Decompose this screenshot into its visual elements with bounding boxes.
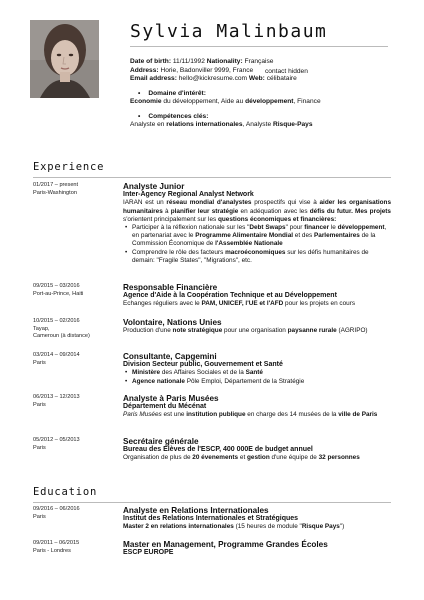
entry-content: [123, 506, 391, 532]
entry-title: Master en Management, Programme Grandes Écoles: [123, 540, 328, 549]
entry-organization: Agence d'Aide à la Coopération Technique et au Développement: [123, 292, 337, 300]
bullet-part: " pour: [285, 224, 305, 232]
interest-part: Economie: [130, 98, 162, 106]
entry-organization: Bureau des Élèves de l'ESCP, 400 000E de budget annuel: [123, 446, 313, 454]
desc-part: pour les projets en cours: [283, 300, 356, 308]
entry-title: Secrétaire générale: [123, 437, 199, 446]
entry-title: Responsable Financière: [123, 283, 218, 292]
skills-part: Risque-Pays: [272, 121, 313, 129]
entry-meta: [33, 352, 123, 386]
desc-part: en charge des 14 musées de la: [245, 411, 339, 419]
entry-dates: 01/2017 – present: [33, 182, 79, 188]
education-entry: [33, 540, 391, 557]
education-heading: Education: [33, 486, 98, 498]
entry-title: Analyste à Paris Musées: [123, 394, 219, 403]
interest-part: développement: [245, 98, 294, 106]
desc-part: questions économiques et financières:: [218, 215, 337, 223]
desc-part: (AGRIPO): [336, 327, 368, 335]
bullet-part: Participer à la réflexion nationale sur les ": [132, 224, 250, 232]
experience-entry: [33, 394, 391, 420]
entry-organization: Inter-Agency Regional Analyst Network: [123, 191, 254, 199]
desc-part: gestion: [247, 454, 270, 462]
education-entry: [33, 506, 391, 532]
experience-heading: Experience: [33, 161, 105, 173]
interest-part: du développement, Aide au: [161, 98, 246, 106]
skills-part: , Analyste: [242, 121, 273, 129]
entry-dates: 03/2014 – 09/2014: [33, 352, 80, 358]
bullet-item: [123, 369, 391, 377]
address-label: Address:: [130, 66, 159, 74]
bullet-part: l'Assemblée Nationale: [215, 240, 283, 248]
desc-part: IARAN est un: [123, 199, 167, 207]
bullet-part: macroéconomiques: [225, 248, 286, 256]
desc-part: prospectifs qui vise à: [251, 199, 320, 207]
info-line-1: [130, 58, 400, 67]
bullet-icon: •: [138, 112, 141, 120]
desc-part: 20 évenements: [192, 454, 239, 462]
skills-heading: [138, 113, 400, 122]
desc-part: Organisation de plus de: [123, 454, 193, 462]
desc-part: Master 2 en relations internationales: [123, 523, 234, 531]
desc-part: Paris Musées: [123, 411, 162, 419]
bullet-part: Agence nationale: [132, 377, 185, 385]
entry-dates: 09/2015 – 03/2016: [33, 283, 80, 289]
bullet-part: Debt Swaps: [249, 224, 286, 232]
skills-part: relations internationales: [166, 121, 243, 129]
entry-place-detail: Cameroun (à distance): [33, 333, 90, 340]
interest-heading: [138, 90, 400, 99]
bullet-part: Pôle Emploi, Département de la Stratégie: [184, 377, 305, 385]
desc-part: Production d'une: [123, 327, 173, 335]
desc-part: paysanne rurale: [287, 327, 337, 335]
desc-part: note stratégique: [172, 327, 223, 335]
bullet-part: le: [329, 224, 338, 232]
desc-part: institution publique: [186, 411, 246, 419]
entry-content: [123, 318, 391, 341]
desc-part: "): [339, 523, 345, 531]
web-value: célibataire: [266, 75, 297, 83]
entry-place: Paris: [33, 359, 46, 366]
interest-part: , Finance: [293, 98, 321, 106]
entry-dates: 05/2012 – 05/2013: [33, 437, 80, 443]
entry-description: [123, 300, 391, 308]
entry-place: Port-au-Prince, Haiti: [33, 290, 84, 297]
experience-divider: [33, 177, 391, 178]
bullet-part: développement: [337, 224, 385, 232]
entry-content: [123, 437, 391, 463]
experience-entry: [33, 283, 391, 309]
interest-label: Domaine d'intérêt:: [148, 89, 206, 97]
web-label: Web:: [248, 75, 265, 83]
experience-entry: [33, 318, 391, 341]
entry-place: Paris: [33, 513, 46, 520]
entry-organization: Division Secteur public, Gouvernement et Santé: [123, 361, 283, 369]
profile-photo: [30, 20, 99, 98]
entry-content: [123, 540, 391, 557]
bullet-part: Programme Alimentaire Mondial: [195, 232, 294, 240]
bullet-part: financer: [304, 224, 330, 232]
entry-meta: [33, 437, 123, 463]
dob-value: 11/11/1992: [172, 58, 205, 65]
entry-organization: ESCP EUROPE: [123, 549, 174, 557]
email-value[interactable]: hello@kickresume.com: [178, 75, 248, 83]
entry-content: [123, 182, 391, 265]
experience-entry: [33, 182, 391, 265]
bullet-part: , en partenariat avec le: [132, 224, 387, 240]
bullet-part: Comprendre le rôle des facteurs: [132, 248, 226, 256]
interest-value: [130, 98, 400, 107]
experience-entry: [33, 352, 391, 386]
skills-label: Compétences clés:: [148, 112, 209, 120]
info-line-3: [130, 75, 400, 84]
nationality-label: Nationality:: [206, 58, 243, 65]
skills-value: [130, 121, 400, 130]
bullet-part: Santé: [245, 369, 263, 377]
bullet-part: sur les défis humanitaires de demain: "Fragile States", "Migrations", etc.: [132, 248, 369, 264]
entry-content: [123, 352, 391, 386]
contact-hidden-note: contact hidden: [265, 68, 308, 75]
bullet-part: et des: [293, 232, 314, 240]
desc-part: Echanges réguliers avec le: [123, 300, 202, 308]
bullet-item: [123, 378, 391, 386]
entry-place: Paris: [33, 444, 46, 451]
entry-place: Paris-Washington: [33, 189, 77, 196]
entry-content: [123, 283, 391, 309]
desc-part: ville de Paris: [338, 411, 378, 419]
entry-meta: [33, 394, 123, 420]
entry-bullets: [123, 224, 391, 265]
education-divider: [33, 502, 391, 503]
desc-part: PAM, UNICEF, l'UE et l'AFD: [201, 300, 284, 308]
entry-meta: [33, 506, 123, 532]
entry-meta: [33, 283, 123, 309]
skills-part: Analyste en: [130, 121, 167, 129]
entry-organization: Département du Mécénat: [123, 403, 207, 411]
entry-title: Consultante, Capgemini: [123, 352, 217, 361]
bullet-part: Ministère: [132, 369, 161, 377]
candidate-name: Sylvia Malinbaum: [130, 21, 328, 42]
bullet-item: [123, 249, 391, 265]
entry-dates: 06/2013 – 12/2013: [33, 394, 80, 400]
desc-part: (15 heures de module ": [233, 523, 302, 531]
desc-part: planifier leur stratégie: [170, 207, 239, 215]
entry-description: [123, 523, 391, 531]
entry-title: Analyste Junior: [123, 182, 185, 191]
entry-dates: 10/2015 – 02/2016: [33, 318, 80, 324]
dob-label: Date of birth:: [130, 58, 172, 65]
bullet-part: des Affaires Sociales et de la: [160, 369, 246, 377]
entry-place: Tayap,: [33, 325, 50, 332]
entry-description: [123, 327, 391, 335]
address-value: Horie, Badonviller 9999, France: [160, 66, 254, 74]
email-label: Email address:: [130, 75, 177, 83]
entry-dates: 09/2011 – 06/2015: [33, 540, 80, 546]
desc-part: réseau mondial d'analystes: [166, 199, 252, 207]
desc-part: et: [238, 454, 247, 462]
desc-part: aider les organisations humanitaires: [123, 199, 391, 215]
entry-meta: [33, 182, 123, 265]
desc-part: 32 personnes: [318, 454, 360, 462]
entry-title: Analyste en Relations Internationales: [123, 506, 269, 515]
entry-meta: [33, 318, 123, 341]
entry-organization: Institut des Relations Internationales et Stratégiques: [123, 515, 299, 523]
entry-description: [123, 411, 391, 419]
desc-part: d'une équipe de: [269, 454, 319, 462]
desc-part: s'orientent principalement sur les: [123, 215, 218, 223]
experience-entry: [33, 437, 391, 463]
entry-bullets: [123, 369, 391, 385]
desc-part: Risque Pays: [301, 523, 340, 531]
entry-description: [123, 454, 391, 462]
nationality-value: Française: [244, 58, 274, 65]
entry-place: Paris - Londres: [33, 547, 71, 554]
desc-part: est une: [161, 411, 187, 419]
desc-part: défis du futur. Mes projets: [309, 207, 391, 215]
profile-photo-image: [30, 20, 99, 98]
entry-content: [123, 394, 391, 420]
entry-title: Volontaire, Nations Unies: [123, 318, 222, 327]
entry-dates: 09/2016 – 06/2016: [33, 506, 80, 512]
desc-part: pour une organisation: [222, 327, 288, 335]
entry-description: [123, 199, 391, 224]
bullet-part: Parlementaires: [314, 232, 360, 240]
desc-part: à: [162, 207, 171, 215]
bullet-icon: •: [138, 89, 141, 97]
entry-place: Paris: [33, 401, 46, 408]
name-divider: [130, 46, 388, 47]
bullet-part: de la Commission Économique de: [132, 232, 376, 248]
desc-part: en adéquation avec les: [238, 207, 310, 215]
bullet-item: [123, 224, 391, 249]
entry-meta: [33, 540, 123, 557]
